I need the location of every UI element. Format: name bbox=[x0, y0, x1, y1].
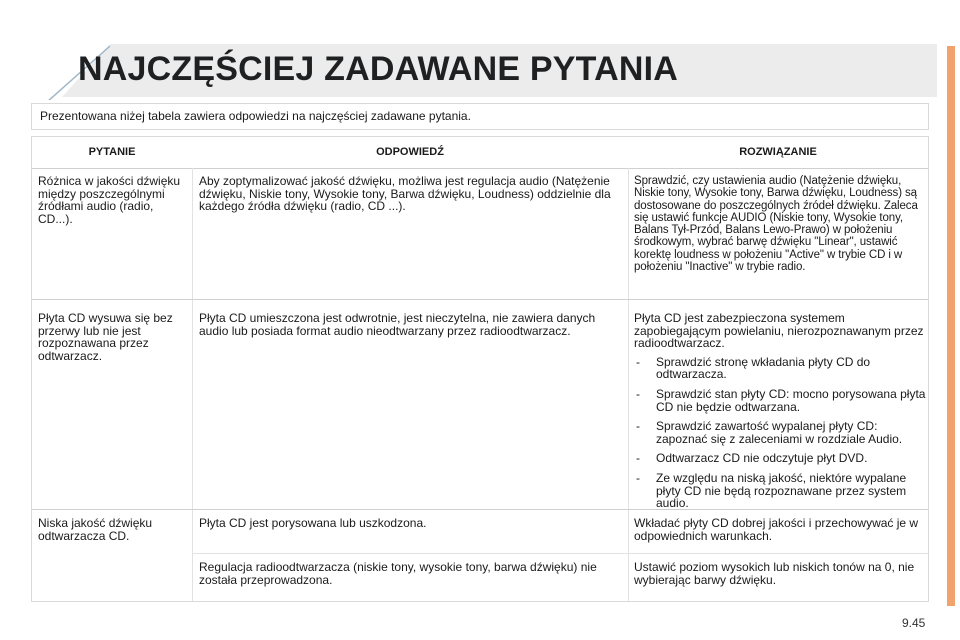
intro-text: Prezentowana niżej tabela zawiera odpowiedzi na najczęściej zadawane pytania. bbox=[31, 103, 929, 130]
row3-answer: Płyta CD jest porysowana lub uszkodzona. bbox=[199, 516, 427, 530]
row1-solution: Sprawdzić, czy ustawienia audio (Natężenie dźwięku, Niskie tony, Wysokie tony, Barwa dźwięku, Loudness) są dostosowane do poszczególnych źródeł dźwięku. Zaleca się ustawić funkcje AUDIO (Niskie tony, Wysokie tony, Balans Tył-Przód, Balans Lewo-Prawo) w położeniu środkowym, wybrać barwę dźwięku "Linear", ustawić korektę loudness w położeniu "Active" w trybie CD i w położeniu "Inactive" w trybie radio. bbox=[634, 175, 918, 274]
row2-solution-block bbox=[634, 312, 926, 517]
page-title: NAJCZĘŚCIEJ ZADAWANE PYTANIA bbox=[78, 50, 679, 88]
row2-question: Płyta CD wysuwa się bez przerwy lub nie jest rozpoznawana przez odtwarzacz. bbox=[38, 311, 173, 363]
list-item: - Odtwarzacz CD nie odczytuje płyt DVD. bbox=[634, 452, 926, 465]
list-item: - Ze względu na niską jakość, niektóre wypalane płyty CD nie będą rozpoznawane przez system audio. bbox=[634, 472, 926, 510]
header-divider bbox=[32, 168, 928, 169]
header-answer: ODPOWIEDŹ bbox=[376, 146, 444, 158]
side-accent-bar bbox=[947, 46, 955, 606]
column-divider bbox=[628, 168, 629, 601]
list-item: - Sprawdzić stan płyty CD: mocno porysowana płyta CD nie będzie odtwarzana. bbox=[634, 388, 926, 413]
row-divider bbox=[192, 553, 928, 554]
row4-solution: Ustawić poziom wysokich lub niskich tonów na 0, nie wybierając barwy dźwięku. bbox=[634, 560, 915, 587]
column-divider bbox=[192, 168, 193, 601]
faq-table bbox=[31, 136, 929, 602]
row1-answer: Aby zoptymalizować jakość dźwięku, możliwa jest regulacja audio (Natężenie dźwięku, Niskie tony, Wysokie tony, Barwa dźwięku, Loudness) oddzielnie dla każdego źródła dźwięku (radio, CD ...). bbox=[199, 174, 611, 214]
row2-solution: Płyta CD jest zabezpieczona systemem zapobiegającym powielaniu, nierozpoznawanym przez radioodtwarzacz. bbox=[634, 311, 924, 351]
row-divider bbox=[32, 299, 928, 300]
row2-solution-list bbox=[634, 356, 926, 510]
page-number: 9.45 bbox=[902, 616, 926, 630]
row1-question: Różnica w jakości dźwięku między poszczególnymi źródłami audio (radio, CD...). bbox=[38, 174, 181, 226]
list-item: - Sprawdzić stronę wkładania płyty CD do odtwarzacza. bbox=[634, 356, 926, 381]
row4-answer: Regulacja radioodtwarzacza (niskie tony, wysokie tony, barwa dźwięku) nie została przeprowadzona. bbox=[199, 560, 597, 587]
header-question: PYTANIE bbox=[88, 146, 136, 158]
row3-solution: Wkładać płyty CD dobrej jakości i przechowywać je w odpowiednich warunkach. bbox=[634, 516, 919, 543]
row2-answer: Płyta CD umieszczona jest odwrotnie, jest nieczytelna, nie zawiera danych audio lub posiada format audio nieodtwarzany przez radioodtwarzacz. bbox=[199, 311, 596, 338]
header-solution: ROZWIĄZANIE bbox=[739, 146, 817, 158]
list-item: - Sprawdzić zawartość wypalanej płyty CD: zapoznać się z zaleceniami w rozdziale Audio. bbox=[634, 420, 926, 445]
row3-question: Niska jakość dźwięku odtwarzacza CD. bbox=[38, 516, 153, 543]
